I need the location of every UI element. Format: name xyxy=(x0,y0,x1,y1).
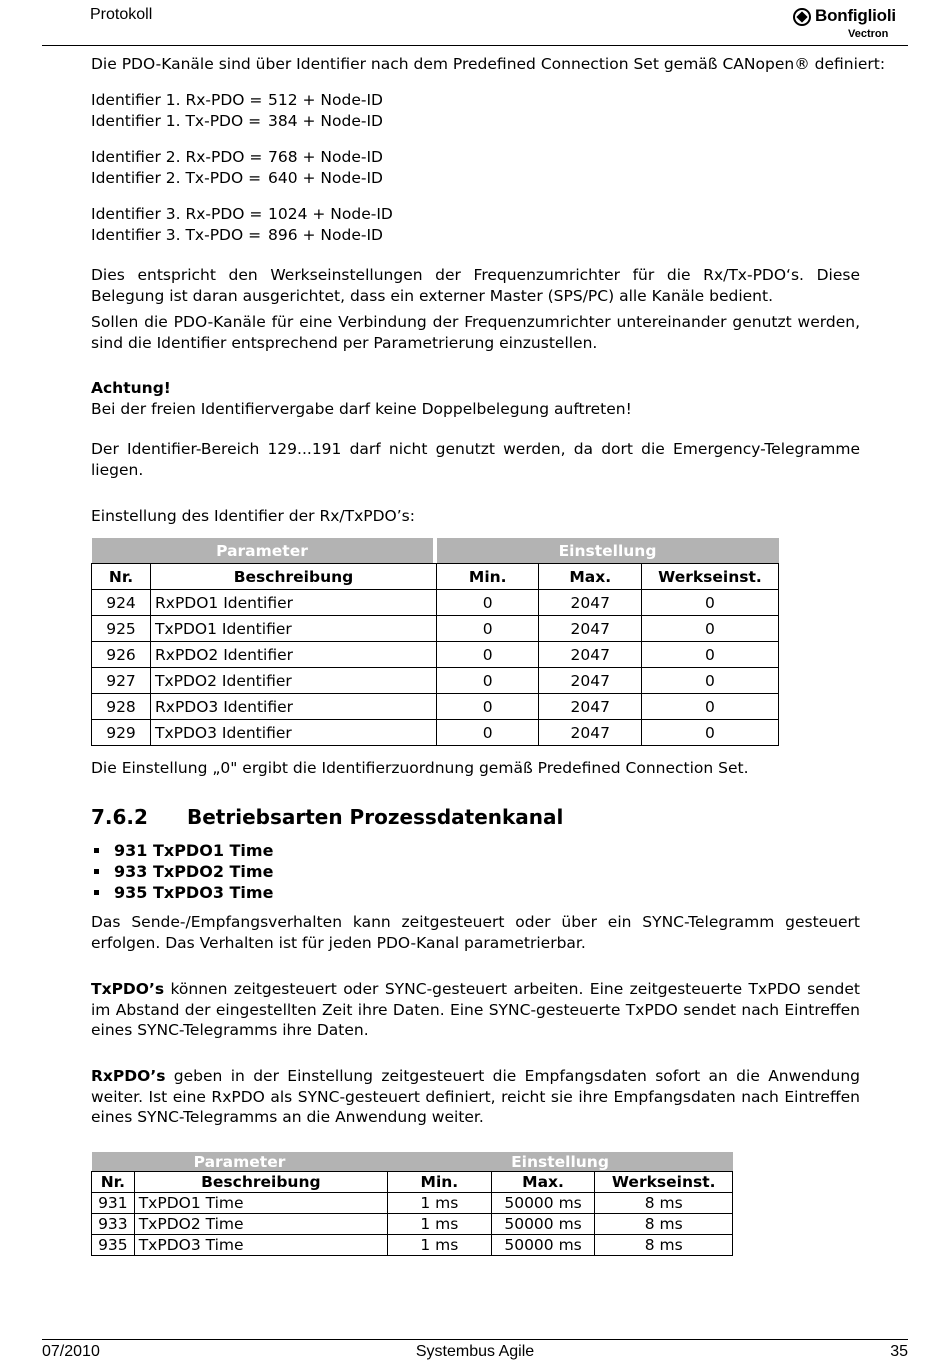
identifier-label: Identifier 1. Tx-PDO = xyxy=(91,112,262,130)
cell-nr: 925 xyxy=(92,616,151,642)
list-item: 935 TxPDO3 Time xyxy=(91,882,273,903)
cell-description: TxPDO2 Time xyxy=(134,1214,387,1235)
footer-rule xyxy=(42,1339,908,1340)
cell-min: 1 ms xyxy=(388,1214,492,1235)
paragraph-txpdo: TxPDO’s können zeitgesteuert oder SYNC-gesteuert arbeiten. Eine zeitgesteuerte TxPDO sendet im Abstand der eingestellten Zeit ihre Daten. Eine SYNC-gesteuerte TxPDO sendet nach Eintreffen eines SYNC-Telegramms ihre Daten. xyxy=(91,980,860,1039)
table-row xyxy=(92,642,779,668)
table-row xyxy=(92,1235,733,1256)
cell-nr: 929 xyxy=(92,720,151,746)
cell-default: 8 ms xyxy=(595,1235,733,1256)
cell-min: 1 ms xyxy=(388,1193,492,1214)
cell-nr: 926 xyxy=(92,642,151,668)
cell-nr: 924 xyxy=(92,590,151,616)
cell-nr: 928 xyxy=(92,694,151,720)
identifier-table xyxy=(91,538,779,746)
table-row xyxy=(92,1193,733,1214)
cell-min: 0 xyxy=(437,616,539,642)
column-header-default: Werkseinst. xyxy=(595,1172,733,1193)
column-header-min: Min. xyxy=(437,564,539,590)
paragraph-identifier-range: Der Identifier-Bereich 129...191 darf nicht genutzt werden, da dort die Emergency-Telegramme liegen. xyxy=(91,440,860,479)
paragraph-rxpdo: RxPDO’s geben in der Einstellung zeitgesteuert die Empfangsdaten sofort an die Anwendung weiter. Ist eine RxPDO als SYNC-gesteuert definiert, reicht sie ihre Empfangsdaten nach Eintreffen eines SYNC-Telegramms an die Anwendung weiter. xyxy=(91,1067,860,1126)
bullet-icon xyxy=(94,869,99,874)
cell-max: 2047 xyxy=(539,642,641,668)
company-logo xyxy=(793,6,913,44)
term-txpdo: TxPDO’s xyxy=(91,980,165,998)
group-header-parameter: Parameter xyxy=(92,538,433,564)
list-item: 933 TxPDO2 Time xyxy=(91,861,273,882)
paragraph-send-receive: Das Sende-/Empfangsverhalten kann zeitgesteuert oder über ein SYNC-Telegramm gesteuert erfolgen. Das Verhalten ist für jeden PDO-Kanal parametrierbar. xyxy=(91,913,860,952)
cell-default: 8 ms xyxy=(595,1214,733,1235)
identifier-value: 512 + Node-ID xyxy=(268,91,383,109)
cell-description: RxPDO2 Identifier xyxy=(151,642,437,668)
identifier-value: 768 + Node-ID xyxy=(268,148,383,166)
identifier-value: 384 + Node-ID xyxy=(268,112,383,130)
cell-nr: 933 xyxy=(92,1214,135,1235)
column-header-description: Beschreibung xyxy=(134,1172,387,1193)
intro-text: Die PDO-Kanäle sind über Identifier nach dem Predefined Connection Set gemäß CANopen® definiert: xyxy=(91,55,886,73)
cell-default: 0 xyxy=(641,590,778,616)
term-rxpdo: RxPDO’s xyxy=(91,1067,166,1085)
cell-description: TxPDO3 Time xyxy=(134,1235,387,1256)
logo-subtitle: Vectron xyxy=(848,28,889,40)
cell-description: TxPDO1 Time xyxy=(134,1193,387,1214)
table1-caption: Einstellung des Identifier der Rx/TxPDO’s: xyxy=(91,507,415,525)
footer-page-number: 35 xyxy=(890,1343,908,1360)
cell-description: TxPDO2 Identifier xyxy=(151,668,437,694)
section-number: 7.6.2 xyxy=(91,805,148,829)
table-row xyxy=(92,1214,733,1235)
bullet-icon xyxy=(94,848,99,853)
warning-title: Achtung! xyxy=(91,379,171,397)
logo-icon xyxy=(793,8,811,26)
identifier-label: Identifier 1. Rx-PDO = xyxy=(91,91,263,109)
section-title: Betriebsarten Prozessdatenkanal xyxy=(187,805,564,829)
column-header-max: Max. xyxy=(491,1172,595,1193)
cell-max: 2047 xyxy=(539,590,641,616)
identifier-value: 640 + Node-ID xyxy=(268,169,383,187)
identifier-label: Identifier 2. Tx-PDO = xyxy=(91,169,262,187)
logo-name: Bonfiglioli xyxy=(815,6,896,25)
table-row xyxy=(92,668,779,694)
cell-description: RxPDO3 Identifier xyxy=(151,694,437,720)
cell-min: 0 xyxy=(437,720,539,746)
cell-min: 0 xyxy=(437,694,539,720)
table-row xyxy=(92,694,779,720)
paragraph-parametrization: Sollen die PDO-Kanäle für eine Verbindung der Frequenzumrichter untereinander genutzt werden, sind die Identifier entsprechend per Parametrierung einzustellen. xyxy=(91,313,860,352)
cell-max: 2047 xyxy=(539,668,641,694)
cell-nr: 935 xyxy=(92,1235,135,1256)
cell-min: 1 ms xyxy=(388,1235,492,1256)
table-row xyxy=(92,616,779,642)
column-header-nr: Nr. xyxy=(92,1172,135,1193)
cell-max: 50000 ms xyxy=(491,1193,595,1214)
table-row xyxy=(92,590,779,616)
cell-max: 50000 ms xyxy=(491,1235,595,1256)
header-rule xyxy=(42,45,908,46)
cell-min: 0 xyxy=(437,590,539,616)
cell-max: 2047 xyxy=(539,616,641,642)
group-header-setting: Einstellung xyxy=(437,538,779,564)
cell-description: TxPDO3 Identifier xyxy=(151,720,437,746)
bullet-icon xyxy=(94,890,99,895)
column-header-default: Werkseinst. xyxy=(641,564,778,590)
time-table xyxy=(91,1152,733,1256)
cell-default: 0 xyxy=(641,642,778,668)
cell-default: 0 xyxy=(641,694,778,720)
cell-default: 8 ms xyxy=(595,1193,733,1214)
cell-description: TxPDO1 Identifier xyxy=(151,616,437,642)
identifier-label: Identifier 3. Rx-PDO = xyxy=(91,205,263,223)
cell-description: RxPDO1 Identifier xyxy=(151,590,437,616)
column-header-description: Beschreibung xyxy=(151,564,437,590)
table1-note: Die Einstellung „0" ergibt die Identifierzuordnung gemäß Predefined Connection Set. xyxy=(91,759,749,777)
cell-min: 0 xyxy=(437,668,539,694)
footer-date: 07/2010 xyxy=(42,1343,100,1360)
column-header-nr: Nr. xyxy=(92,564,151,590)
paragraph-factory-settings: Dies entspricht den Werkseinstellungen der Frequenzumrichter für die Rx/Tx-PDO‘s. Diese Belegung ist daran ausgerichtet, dass ein externer Master (SPS/PC) alle Kanäle bedient. xyxy=(91,266,860,305)
identifier-label: Identifier 2. Rx-PDO = xyxy=(91,148,263,166)
cell-max: 2047 xyxy=(539,720,641,746)
identifier-value: 896 + Node-ID xyxy=(268,226,383,244)
cell-default: 0 xyxy=(641,720,778,746)
group-header-parameter: Parameter xyxy=(92,1152,388,1172)
warning-text: Bei der freien Identifiervergabe darf keine Doppelbelegung auftreten! xyxy=(91,400,632,418)
section-heading xyxy=(91,805,563,829)
table-row xyxy=(92,720,779,746)
cell-default: 0 xyxy=(641,668,778,694)
column-header-max: Max. xyxy=(539,564,641,590)
cell-default: 0 xyxy=(641,616,778,642)
identifier-value: 1024 + Node-ID xyxy=(268,205,393,223)
cell-nr: 927 xyxy=(92,668,151,694)
cell-max: 2047 xyxy=(539,694,641,720)
cell-min: 0 xyxy=(437,642,539,668)
column-header-min: Min. xyxy=(388,1172,492,1193)
list-item: 931 TxPDO1 Time xyxy=(91,840,273,861)
cell-max: 50000 ms xyxy=(491,1214,595,1235)
header-title: Protokoll xyxy=(90,6,153,23)
footer-document-title: Systembus Agile xyxy=(415,1343,535,1360)
cell-nr: 931 xyxy=(92,1193,135,1214)
group-header-setting: Einstellung xyxy=(388,1152,733,1172)
identifier-label: Identifier 3. Tx-PDO = xyxy=(91,226,262,244)
